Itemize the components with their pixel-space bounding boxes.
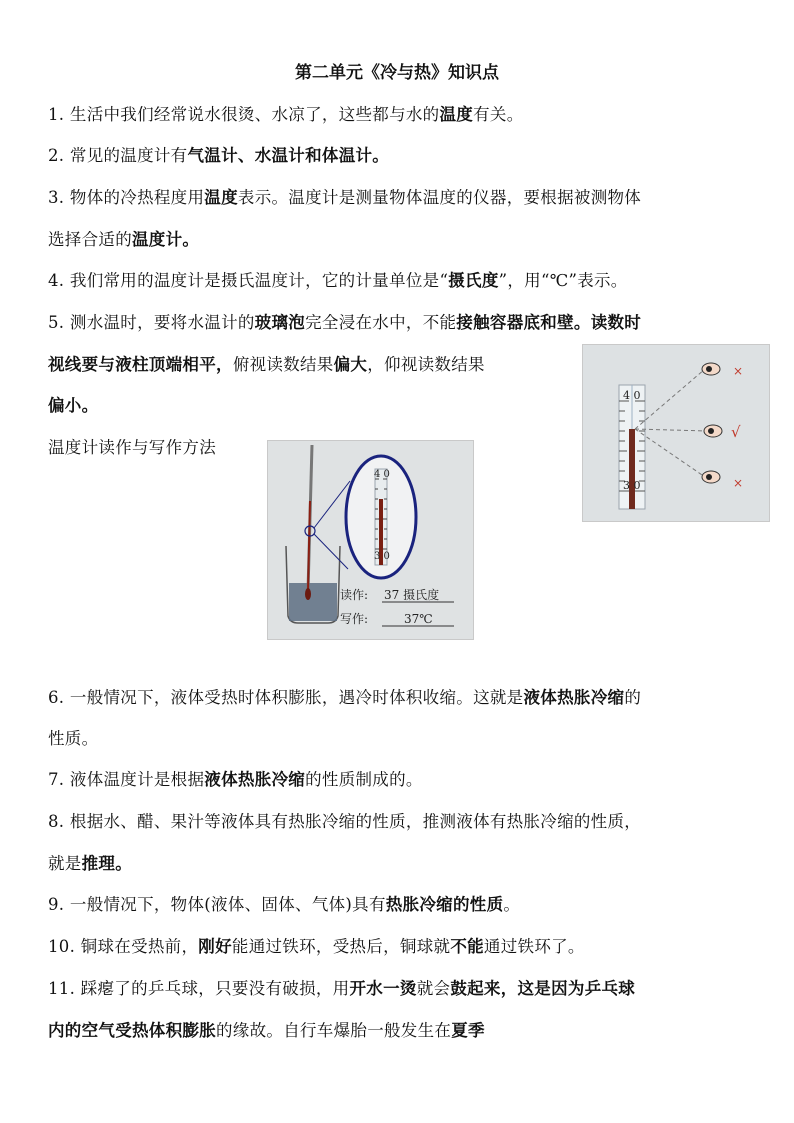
item-11-cont-text: 的缘故。自行车爆胎一般发生在 bbox=[216, 1021, 452, 1040]
item-11-text: 11. 踩瘪了的乒乓球，只要没有破损，用 bbox=[48, 979, 350, 998]
zoom-scale-bottom: 3 0 bbox=[374, 551, 390, 562]
item-6-cont: 性质。 bbox=[48, 729, 99, 748]
item-5-cont bbox=[48, 351, 485, 375]
item-10-bold-2: 不能 bbox=[450, 937, 484, 956]
item-3-cont bbox=[48, 226, 199, 250]
item-5-cont-text: 俯视读数结果 bbox=[232, 355, 334, 374]
item-10-mid: 能通过铁环，受热后，铜球就 bbox=[231, 937, 451, 956]
thermometer-figure bbox=[267, 440, 474, 640]
item-10-bold-1: 刚好 bbox=[198, 937, 232, 956]
item-11-cont-bold-1: 内的空气受热体积膨胀 bbox=[48, 1021, 216, 1040]
page-title: 第二单元《冷与热》知识点 bbox=[295, 63, 499, 83]
write-label: 写作: bbox=[340, 612, 369, 626]
item-11-cont-bold-2: 夏季 bbox=[451, 1021, 485, 1040]
thermometer-svg bbox=[268, 441, 473, 639]
item-9-tail: 。 bbox=[503, 895, 521, 914]
item-5-cont-tail: ，仰视读数结果 bbox=[367, 355, 485, 374]
item-3 bbox=[48, 184, 641, 208]
item-7-tail: 的性质制成的。 bbox=[305, 770, 423, 789]
item-8-cont bbox=[48, 850, 132, 874]
item-5-bold-2: 接触容器底和壁。读数时 bbox=[456, 313, 642, 332]
item-6-tail: 的 bbox=[624, 688, 642, 707]
item-5-cont-2 bbox=[48, 392, 98, 416]
item-9 bbox=[48, 891, 520, 915]
item-5-cont-2-bold: 偏小。 bbox=[48, 396, 99, 415]
item-8: 8. 根据水、醋、果汁等液体具有热胀冷缩的性质，推测液体有热胀冷缩的性质， bbox=[48, 812, 642, 831]
item-9-text: 9. 一般情况下，物体(液体、固体、气体)具有 bbox=[48, 895, 386, 914]
item-5-text: 5. 测水温时，要将水温计的 bbox=[48, 313, 255, 332]
item-10-tail: 通过铁环了。 bbox=[483, 937, 585, 956]
right-mark: √ bbox=[731, 423, 741, 441]
write-value: 37℃ bbox=[404, 612, 433, 626]
item-11-bold-1: 开水一烫 bbox=[349, 979, 417, 998]
eye-icon-top bbox=[702, 363, 720, 375]
read-value: 37 摄氏度 bbox=[384, 588, 440, 602]
item-11-bold-2: 鼓起来，这是因为乒乓球 bbox=[450, 979, 636, 998]
item-10 bbox=[48, 933, 585, 957]
item-6-bold: 液体热胀冷缩 bbox=[523, 688, 625, 707]
item-2 bbox=[48, 142, 389, 166]
item-11-mid: 就会 bbox=[416, 979, 451, 998]
item-7 bbox=[48, 766, 423, 790]
item-1-text: 1. 生活中我们经常说水很烫、水凉了，这些都与水的 bbox=[48, 105, 440, 124]
item-4 bbox=[48, 267, 628, 291]
item-10-text: 10. 铜球在受热前， bbox=[48, 937, 199, 956]
figure-caption: 温度计读作与写作方法 bbox=[48, 438, 216, 457]
item-4-bold: 摄氏度 bbox=[448, 271, 499, 290]
item-11 bbox=[48, 975, 635, 999]
zoom-scale-top: 4 0 bbox=[374, 469, 390, 480]
reading-angle-svg bbox=[583, 345, 769, 521]
item-8-cont-text: 就是 bbox=[48, 854, 82, 873]
item-7-text: 7. 液体温度计是根据 bbox=[48, 770, 205, 789]
read-label: 读作: bbox=[340, 588, 369, 602]
item-5 bbox=[48, 309, 641, 333]
item-5-bold-1: 玻璃泡 bbox=[254, 313, 306, 332]
reading-scale-bottom: 3 0 bbox=[623, 479, 641, 492]
item-5-mid: 完全浸在水中，不能 bbox=[305, 313, 457, 332]
item-4-text: 4. 我们常用的温度计是摄氏温度计，它的计量单位是“ bbox=[48, 271, 449, 290]
item-3-cont-bold: 温度计。 bbox=[132, 230, 200, 249]
reading-scale-top: 4 0 bbox=[623, 389, 641, 402]
item-8-cont-bold: 推理。 bbox=[81, 854, 133, 873]
item-3-text: 3. 物体的冷热程度用 bbox=[48, 188, 205, 207]
wrong-mark-top: × bbox=[733, 364, 744, 378]
item-11-cont bbox=[48, 1017, 485, 1041]
item-1-tail: 有关。 bbox=[473, 105, 524, 124]
eye-icon-bottom bbox=[702, 471, 720, 483]
item-1-bold: 温度 bbox=[439, 105, 474, 124]
eye-icon-middle bbox=[704, 425, 722, 437]
item-4-tail: ”，用“℃”表示。 bbox=[498, 271, 628, 290]
item-9-bold: 热胀冷缩的性质 bbox=[385, 895, 504, 914]
item-2-text: 2. 常见的温度计有 bbox=[48, 146, 188, 165]
item-6 bbox=[48, 684, 641, 708]
item-3-bold: 温度 bbox=[204, 188, 238, 207]
item-5-cont-bold-2: 偏大 bbox=[333, 355, 368, 374]
item-7-bold: 液体热胀冷缩 bbox=[204, 770, 306, 789]
item-3-tail: 表示。温度计是测量物体温度的仪器，要根据被测物体 bbox=[237, 188, 642, 207]
item-6-text: 6. 一般情况下，液体受热时体积膨胀，遇冷时体积收缩。这就是 bbox=[48, 688, 524, 707]
reading-angle-figure bbox=[582, 344, 770, 522]
item-5-cont-bold-1: 视线要与液柱顶端相平， bbox=[48, 355, 233, 374]
item-1 bbox=[48, 101, 524, 125]
item-2-bold: 气温计、水温计和体温计。 bbox=[187, 146, 390, 165]
wrong-mark-bottom: × bbox=[733, 476, 744, 490]
item-3-cont-text: 选择合适的 bbox=[48, 230, 132, 249]
